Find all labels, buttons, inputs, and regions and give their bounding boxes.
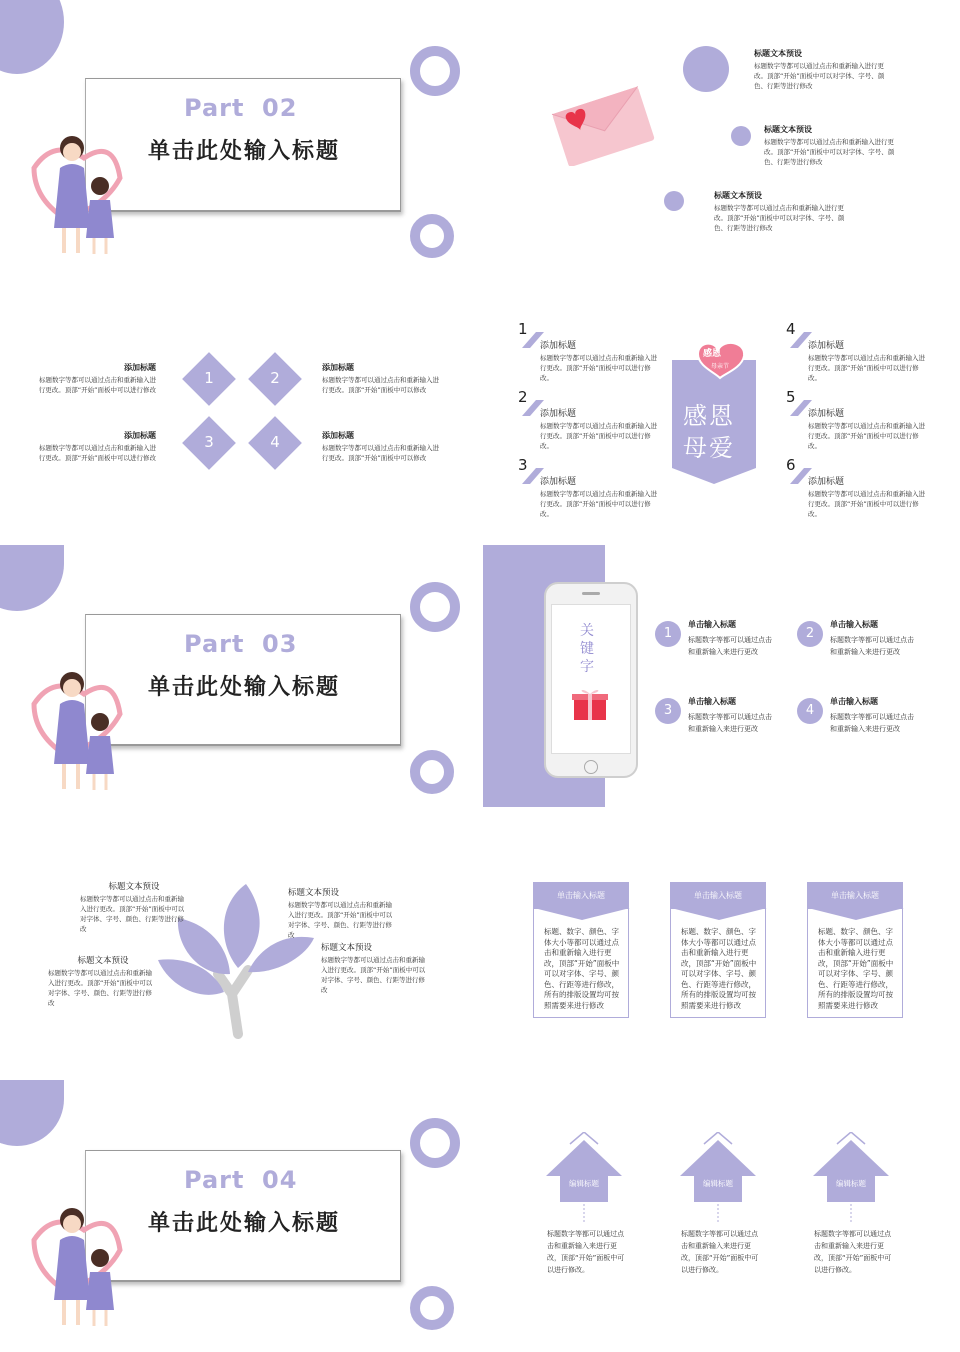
badge-subtext: 母亲节 xyxy=(711,363,730,370)
banner-line-1: 感恩 xyxy=(683,402,735,430)
arrow-label: 编辑标题 xyxy=(569,1179,599,1188)
item-title: 添加标题 xyxy=(808,409,845,419)
diamond-number: 2 xyxy=(270,369,280,387)
item-title: 添加标题 xyxy=(540,409,577,419)
item-title: 标题文本预设 xyxy=(764,125,812,134)
item-body: 标题数字等都可以通过点击和重新输入进行更改。顶部“开始”面板中可以对字体、字号、颜色、行距等进行修改 xyxy=(764,138,895,166)
card-notch xyxy=(534,908,630,920)
item-number: 5 xyxy=(786,388,796,406)
number-circle: 4 xyxy=(797,698,823,724)
item-body: 标题数字等都可以通过点击和重新输入进行更改。顶部“开始”面板中可以进行修改。 xyxy=(540,422,657,450)
badge-text: 感恩 xyxy=(703,349,722,359)
item-title: 标题文本预设 xyxy=(754,49,802,58)
item-title: 添加标题 xyxy=(124,431,156,440)
gift-box-icon xyxy=(568,686,612,722)
item-body: 标题数字等都可以通过点击和重新输入进行更改。顶部“开始”面板中可以进行修改。 xyxy=(808,422,925,450)
text-block xyxy=(688,619,772,658)
text-block xyxy=(322,362,444,395)
slide-title: 单击此处输入标题 xyxy=(148,139,341,164)
item-body: 标题数字等都可以通过点击和重新输入进行更改。顶部“开始”面板中可以进行修改 xyxy=(38,376,156,394)
number-circle: 3 xyxy=(655,698,681,724)
arrow-body: 标题数字等都可以通过点击和重新输入来进行更改，顶部“开始”面板中可以进行修改。 xyxy=(681,1230,759,1274)
arrow-label: 编辑标题 xyxy=(836,1179,866,1188)
slide-title: 单击此处输入标题 xyxy=(148,675,341,700)
ring-decoration xyxy=(410,750,454,794)
text-block xyxy=(80,880,188,934)
item-title: 标题文本预设 xyxy=(77,956,129,966)
part-label: Part xyxy=(184,94,245,122)
text-block xyxy=(48,954,158,1008)
text-block xyxy=(714,190,854,233)
number-circle: 2 xyxy=(797,621,823,647)
item-title: 添加标题 xyxy=(124,363,156,372)
part-number: 02 xyxy=(262,94,298,122)
circle-bullet xyxy=(664,191,684,211)
item-title: 标题文本预设 xyxy=(714,191,762,200)
text-block xyxy=(830,619,914,658)
item-title: 添加标题 xyxy=(808,477,845,487)
card-header: 单击输入标题 xyxy=(671,883,765,909)
item-body: 标题数字等都可以通过点击和重新输入进行更改。顶部“开始”面板中可以对字体、字号、颜色、行距等进行修改 xyxy=(288,901,393,939)
text-block xyxy=(688,696,772,735)
item-body: 标题数字等都可以通过点击和重新输入进行更改。顶部“开始”面板中可以进行修改。 xyxy=(808,354,925,382)
card-header: 单击输入标题 xyxy=(534,883,628,909)
item-body: 标题数字等都可以通过点击和重新输入进行更改。顶部“开始”面板中可以对字体、字号、颜色、行距等进行修改 xyxy=(80,895,185,933)
mother-daughter-illustration xyxy=(24,128,124,258)
diamond-number: 4 xyxy=(270,433,280,451)
item-title: 单击输入标题 xyxy=(688,697,736,706)
card-body: 标题、数字、颜色、字体大小等都可以通过点击和重新输入进行更改，顶部“开始”面板中可以对字体、字号、颜色、行距等进行修改，所有的排版设置均可按照需要来进行修改 xyxy=(544,927,620,1010)
item-title: 添加标题 xyxy=(322,363,354,372)
keyword-text: 关键字 xyxy=(580,623,594,675)
item-title: 添加标题 xyxy=(540,341,577,351)
text-block xyxy=(540,474,660,519)
phone-speaker xyxy=(582,592,600,595)
item-title: 单击输入标题 xyxy=(830,697,878,706)
mother-daughter-illustration xyxy=(24,1200,124,1330)
text-block xyxy=(808,406,928,451)
item-number: 1 xyxy=(518,320,528,338)
diamond-number: 3 xyxy=(204,433,214,451)
item-body: 标题数字等都可以通过点击和重新输入来进行更改 xyxy=(688,636,772,656)
info-card xyxy=(670,882,766,1018)
item-title: 标题文本预设 xyxy=(108,882,160,892)
text-block xyxy=(764,124,904,167)
text-block xyxy=(754,48,894,91)
ring-decoration xyxy=(410,214,454,258)
number-circle: 1 xyxy=(655,621,681,647)
card-body: 标题、数字、颜色、字体大小等都可以通过点击和重新输入进行更改，顶部“开始”面板中可以对字体、字号、颜色、行距等进行修改，所有的排版设置均可按照需要来进行修改 xyxy=(818,927,894,1010)
text-block xyxy=(808,474,928,519)
home-button[interactable] xyxy=(584,760,598,774)
ring-decoration xyxy=(410,1286,454,1330)
text-block xyxy=(322,430,444,463)
arrow-body: 标题数字等都可以通过点击和重新输入来进行更改，顶部“开始”面板中可以进行修改。 xyxy=(814,1230,892,1274)
phone-frame xyxy=(544,582,638,778)
item-title: 标题文本预设 xyxy=(321,943,373,953)
text-block xyxy=(36,430,156,463)
text-block xyxy=(36,362,156,395)
item-title: 添加标题 xyxy=(322,431,354,440)
item-body: 标题数字等都可以通过点击和重新输入进行更改。顶部“开始”面板中可以进行修改。 xyxy=(540,490,657,518)
part-label: Part xyxy=(184,630,245,658)
circle-bullet xyxy=(731,126,751,146)
text-block xyxy=(288,886,398,940)
item-body: 标题数字等都可以通过点击和重新输入进行更改。顶部“开始”面板中可以对字体、字号、颜色、行距等进行修改 xyxy=(754,62,885,90)
text-block xyxy=(321,941,431,995)
item-title: 单击输入标题 xyxy=(688,620,736,629)
item-body: 标题数字等都可以通过点击和重新输入进行更改。顶部“开始”面板中可以对字体、字号、颜色、行距等进行修改 xyxy=(321,956,426,994)
info-card xyxy=(807,882,903,1018)
card-header: 单击输入标题 xyxy=(808,883,902,909)
ring-decoration xyxy=(410,46,460,96)
info-card xyxy=(533,882,629,1018)
ring-decoration xyxy=(410,582,460,632)
item-number: 2 xyxy=(518,388,528,406)
item-title: 添加标题 xyxy=(808,341,845,351)
item-body: 标题数字等都可以通过点击和重新输入进行更改。顶部“开始”面板中可以进行修改。 xyxy=(540,354,657,382)
part-number: 03 xyxy=(262,630,298,658)
card-notch xyxy=(808,908,904,920)
item-body: 标题数字等都可以通过点击和重新输入进行更改。顶部“开始”面板中可以修改 xyxy=(322,376,439,394)
item-body: 标题数字等都可以通过点击和重新输入来进行更改 xyxy=(830,713,914,733)
text-block xyxy=(830,696,914,735)
item-body: 标题数字等都可以通过点击和重新输入进行更改。顶部“开始”面板中可以进行修改。 xyxy=(808,490,925,518)
banner-line-2: 母爱 xyxy=(683,434,735,462)
text-block xyxy=(540,406,660,451)
item-title: 添加标题 xyxy=(540,477,577,487)
circle-bullet xyxy=(683,46,729,92)
ring-decoration xyxy=(410,1118,460,1168)
card-body: 标题、数字、颜色、字体大小等都可以通过点击和重新输入进行更改，顶部“开始”面板中可以对字体、字号、颜色、行距等进行修改，所有的排版设置均可按照需要来进行修改 xyxy=(681,927,757,1010)
item-body: 标题数字等都可以通过点击和重新输入来进行更改 xyxy=(688,713,772,733)
text-block xyxy=(808,338,928,383)
corner-circle xyxy=(0,0,64,74)
slide-title: 单击此处输入标题 xyxy=(148,1211,341,1236)
item-title: 单击输入标题 xyxy=(830,620,878,629)
item-number: 3 xyxy=(518,456,528,474)
item-number: 6 xyxy=(786,456,796,474)
item-body: 标题数字等都可以通过点击和重新输入进行更改。顶部“开始”面板中可以进行修改 xyxy=(38,444,156,462)
item-title: 标题文本预设 xyxy=(288,888,340,898)
text-block xyxy=(540,338,660,383)
item-body: 标题数字等都可以通过点击和重新输入来进行更改 xyxy=(830,636,914,656)
corner-circle xyxy=(0,1080,64,1146)
card-notch xyxy=(671,908,767,920)
item-body: 标题数字等都可以通过点击和重新输入进行更改。顶部“开始”面板中可以对字体、字号、颜色、行距等进行修改 xyxy=(714,204,845,232)
corner-circle xyxy=(0,545,64,611)
diamond-number: 1 xyxy=(204,369,214,387)
item-body: 标题数字等都可以通过点击和重新输入进行更改。顶部“开始”面板中可以修改 xyxy=(322,444,439,462)
item-number: 4 xyxy=(786,320,796,338)
part-number: 04 xyxy=(262,1166,298,1194)
arrow-label: 编辑标题 xyxy=(703,1179,733,1188)
item-body: 标题数字等都可以通过点击和重新输入进行更改。顶部“开始”面板中可以对字体、字号、颜色、行距等进行修改 xyxy=(48,969,153,1007)
arrow-body: 标题数字等都可以通过点击和重新输入来进行更改，顶部“开始”面板中可以进行修改。 xyxy=(547,1230,625,1274)
mother-daughter-illustration xyxy=(24,664,124,794)
part-label: Part xyxy=(184,1166,245,1194)
envelope-icon xyxy=(540,86,660,166)
